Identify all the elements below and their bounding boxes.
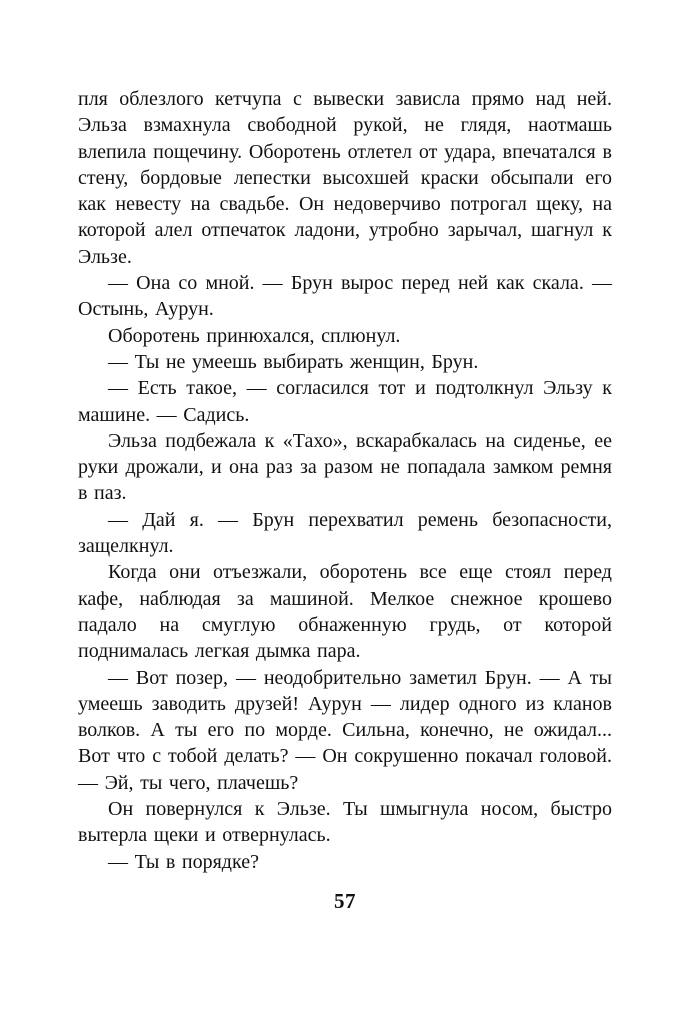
paragraph: Он повернулся к Эльзе. Ты шмыгнула носом, быстро вытерла щеки и отвернулась. <box>78 798 612 847</box>
paragraph: — Есть такое, — согласился тот и подтолкнул Эльзу к машине. — Садись. <box>78 377 612 426</box>
paragraph: — Ты не умеешь выбирать женщин, Брун. <box>108 350 479 373</box>
paragraph: Оборотень принюхался, сплюнул. <box>108 324 401 347</box>
text-block <box>78 86 612 875</box>
page-number: 57 <box>334 888 356 913</box>
paragraph: Когда они отъезжали, оборотень все еще стоял перед кафе, наблюдая за машиной. Мелкое снежное крошево падало на смуглую обнаженную грудь, от которой поднималась легкая дымка пара. <box>78 561 612 663</box>
paragraph: — Дай я. — Брун перехватил ремень безопасности, защелкнул. <box>78 508 612 558</box>
paragraph: Эльза подбежала к «Тахо», вскарабкалась на сиденье, ее руки дрожали, и она раз за разом не попадала замком ремня в паз. <box>78 429 612 505</box>
paragraph: — Ты в порядке? <box>108 850 259 873</box>
paragraph: — Она со мной. — Брун вырос перед ней как скала. — Остынь, Аурун. <box>78 272 612 321</box>
paragraph: пля облезлого кетчупа с вывески зависла прямо над ней. Эльза взмахнула свободной рукой, не глядя, наотмашь влепила пощечину. Оборотень отлетел от удара, впечатался в стену, бордовые лепестки высохшей краски обсыпали его как невесту на свадьбе. Он недоверчиво потрогал щеку, на которой алел отпечаток ладони, утробно зарычал, шагнул к Эльзе. <box>78 88 612 268</box>
paragraph: — Вот позер, — неодобрительно заметил Брун. — А ты умеешь заводить друзей! Аурун — лидер одного из кланов волков. А ты его по морде. Сильна, конечно, не ожидал... Вот что с тобой делать? — Он сокрушенно покачал головой. — Эй, ты чего, плачешь? <box>78 666 612 794</box>
